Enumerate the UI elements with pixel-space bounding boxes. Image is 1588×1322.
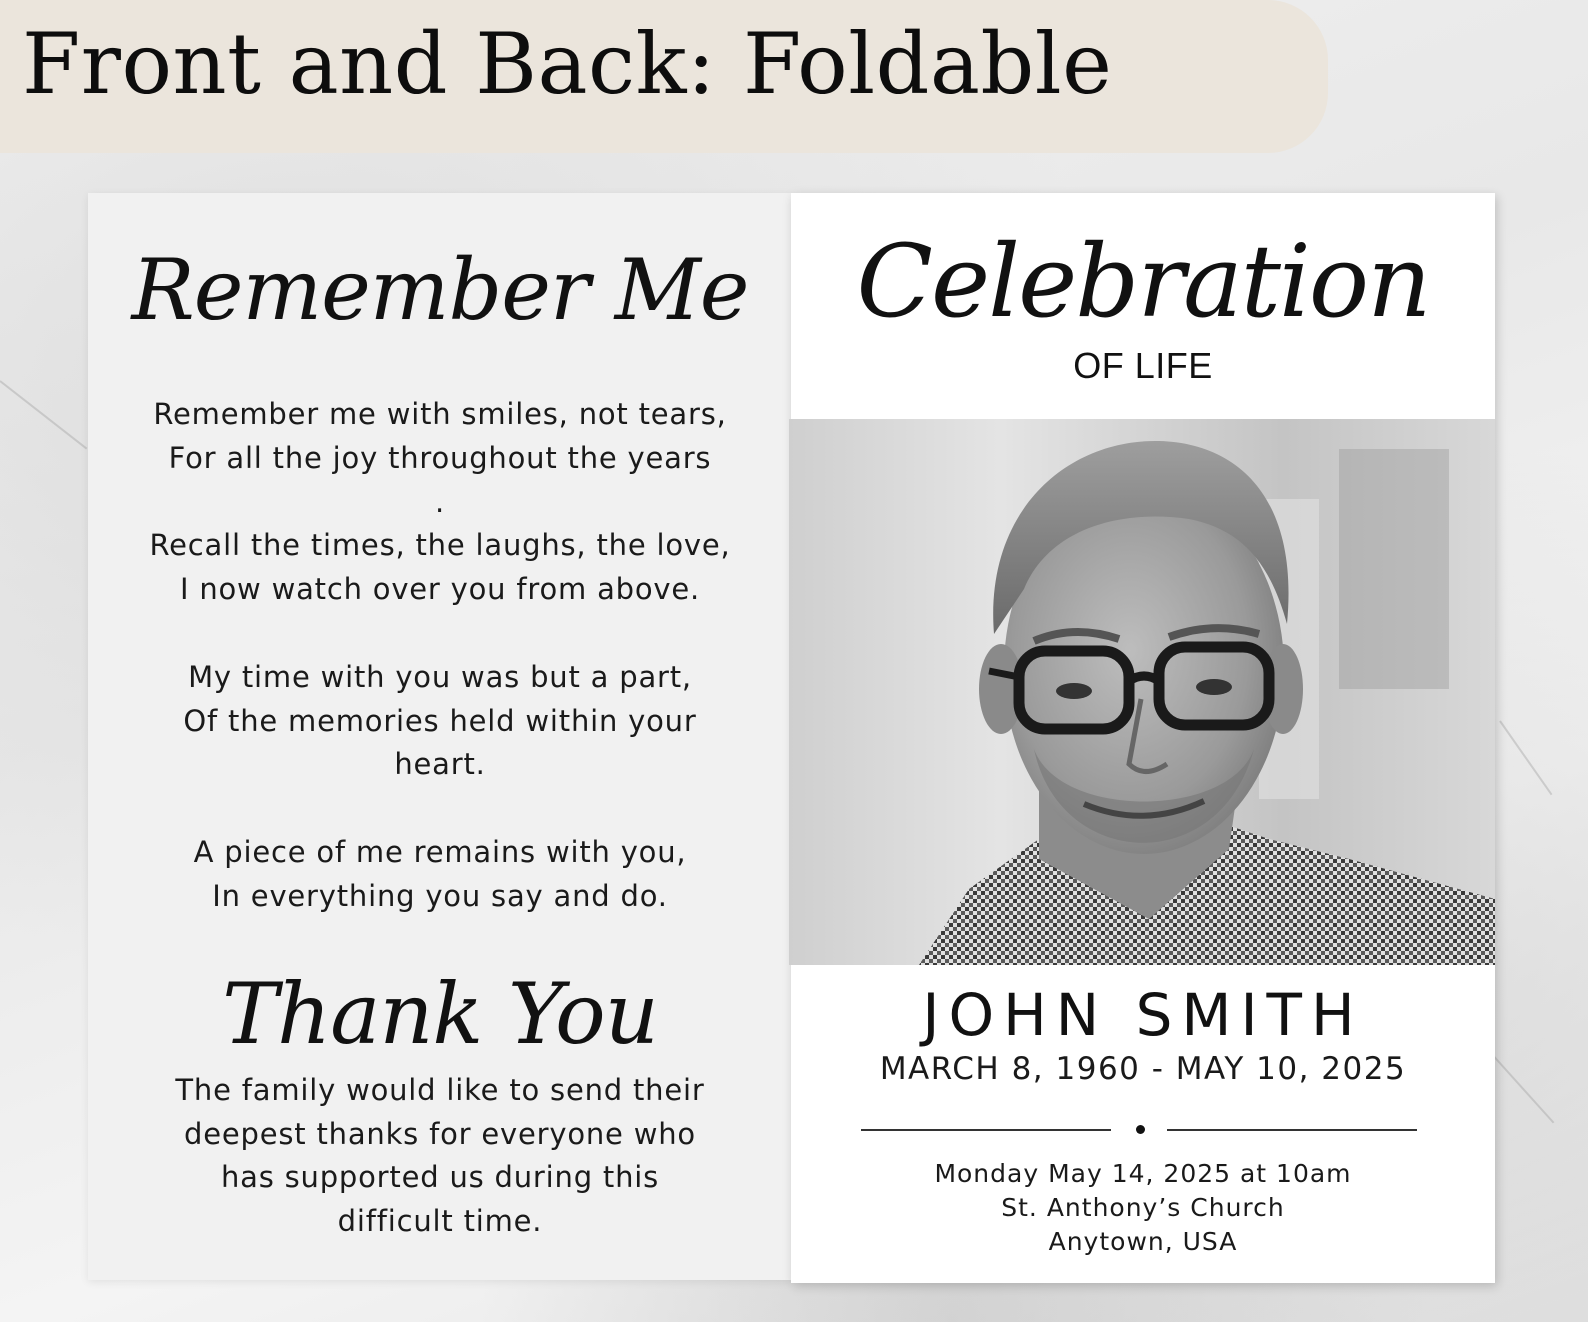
portrait-photo (789, 419, 1495, 965)
poem (88, 393, 792, 919)
service-venue: St. Anthony’s Church (1001, 1193, 1285, 1222)
poem-line: . (434, 484, 446, 519)
divider-line (1167, 1129, 1417, 1131)
poem-line (88, 612, 792, 656)
service-details (791, 1157, 1495, 1259)
celebration-title: Celebration (856, 223, 1430, 340)
thanks-message (88, 1069, 792, 1243)
thanks-line: The family would like to send their (175, 1073, 705, 1107)
poem-line: Of the memories held within your (183, 703, 697, 738)
remember-me-title: Remember Me (131, 241, 749, 339)
poem-line: For all the joy throughout the years (168, 440, 712, 475)
service-datetime: Monday May 14, 2025 at 10am (934, 1159, 1352, 1188)
poem-line: Recall the times, the laughs, the love, (149, 528, 731, 563)
thanks-line: difficult time. (337, 1203, 543, 1238)
poem-line (88, 787, 792, 831)
header-banner (0, 0, 1328, 153)
life-dates: MARCH 8, 1960 - MAY 10, 2025 (879, 1051, 1407, 1087)
divider-dot (1136, 1125, 1145, 1134)
poem-line: heart. (394, 747, 486, 782)
marble-vein (1499, 720, 1552, 795)
poem-line: Remember me with smiles, not tears, (153, 397, 727, 431)
deceased-name: JOHN SMITH (922, 981, 1364, 1049)
back-panel (88, 193, 792, 1280)
banner-title: Front and Back: Foldable (22, 15, 1113, 113)
portrait-illustration (789, 419, 1495, 965)
of-life-subtitle: OF LIFE (1073, 345, 1213, 386)
poem-line: I now watch over you from above. (179, 572, 701, 607)
service-location: Anytown, USA (1048, 1227, 1238, 1256)
thank-you-title: Thank You (222, 965, 658, 1063)
front-panel (791, 193, 1495, 1283)
poem-line: In everything you say and do. (212, 878, 668, 913)
poem-line: A piece of me remains with you, (193, 834, 687, 869)
marble-vein (0, 380, 87, 449)
divider-line (861, 1129, 1111, 1131)
thanks-line: deepest thanks for everyone who (184, 1116, 696, 1151)
thanks-line: has supported us during this (220, 1160, 660, 1195)
poem-line: My time with you was but a part, (188, 659, 692, 694)
